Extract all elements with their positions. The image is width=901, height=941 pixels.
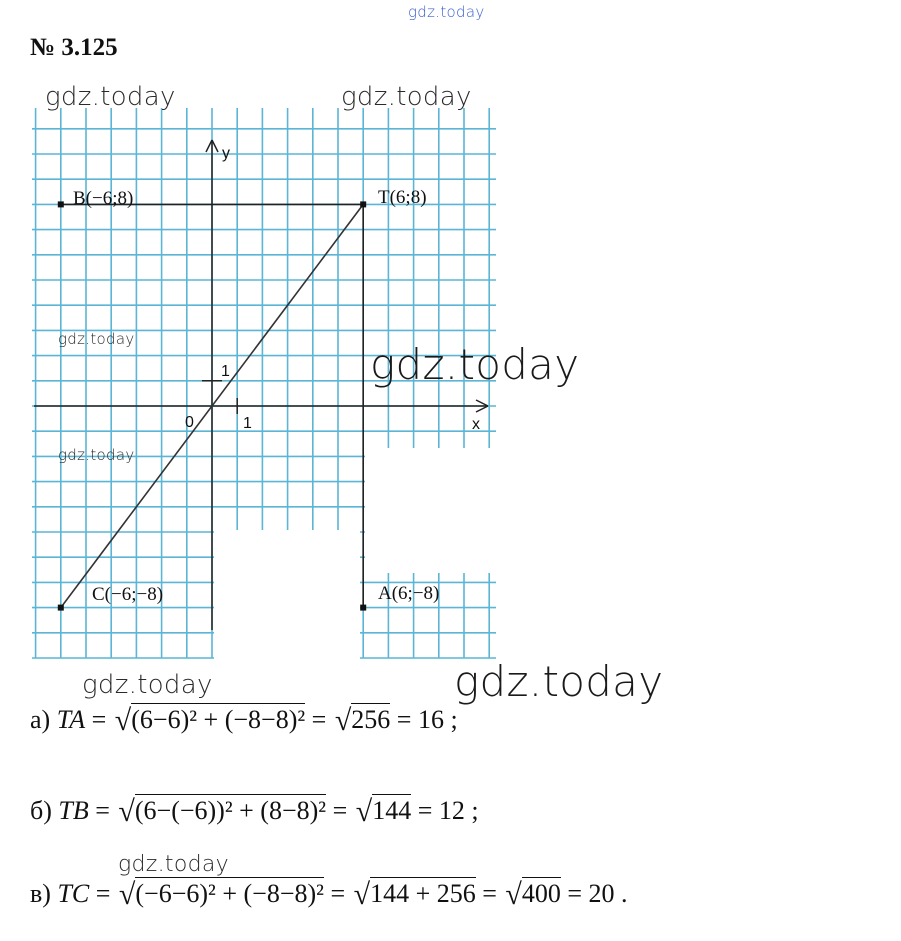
- watermark: gdz.today: [45, 82, 176, 112]
- y-unit-label: 1: [221, 363, 230, 380]
- equals-sign: =: [475, 879, 504, 908]
- equals-sign: =: [323, 879, 352, 908]
- radical: [503, 876, 560, 910]
- equals-sign: =: [89, 879, 117, 908]
- watermark: gdz.today: [370, 340, 580, 389]
- watermark: gdz.today: [118, 852, 229, 877]
- x-unit-label: 1: [243, 415, 252, 432]
- solution-prefix: в): [30, 879, 51, 908]
- solution-a: [30, 702, 458, 736]
- y-axis-label: y: [222, 145, 230, 162]
- point-b-label: B(−6;8): [73, 188, 134, 209]
- result: = 16 ;: [390, 705, 458, 734]
- radical: [333, 702, 390, 736]
- equals-sign: =: [326, 796, 354, 825]
- equals-sign: =: [88, 796, 117, 825]
- radicand: 400: [521, 879, 561, 908]
- result: = 20 .: [560, 879, 628, 908]
- point-a-label: A(6;−8): [378, 583, 440, 604]
- watermark: gdz.today: [58, 330, 135, 348]
- x-axis-arrow: [476, 400, 488, 406]
- equals-sign: =: [85, 705, 113, 734]
- radicand: 144: [372, 796, 412, 825]
- radicand: (−6−6)² + (−8−8)²: [135, 879, 324, 908]
- watermark: gdz.today: [82, 670, 213, 700]
- grid-cutout-right: [365, 448, 565, 573]
- solution-c: [30, 876, 628, 910]
- radicand: 256: [351, 705, 391, 734]
- point-a: [360, 605, 366, 611]
- solution-b: [30, 793, 479, 827]
- point-t-label: T(6;8): [378, 187, 427, 208]
- radical: [352, 876, 476, 910]
- radicand: 144 + 256: [370, 879, 476, 908]
- point-c: [58, 605, 64, 611]
- x-axis-arrow: [476, 406, 488, 412]
- radical: [113, 702, 305, 736]
- radical: [354, 793, 411, 827]
- result: = 12 ;: [411, 796, 479, 825]
- radicand: (6−(−6))² + (8−8)²: [134, 796, 327, 825]
- segment-name: TB: [58, 796, 89, 825]
- point-b: [58, 201, 64, 207]
- radicand: (6−6)² + (−8−8)²: [131, 705, 306, 734]
- watermark: gdz.today: [58, 446, 135, 464]
- grid-cutout-center: [214, 530, 360, 660]
- watermark: gdz.today: [454, 657, 664, 706]
- problem-number: № 3.125: [30, 34, 118, 61]
- y-axis-arrow: [212, 140, 218, 152]
- watermark-top: gdz.today: [408, 3, 485, 21]
- radical: [116, 793, 326, 827]
- point-t: [360, 201, 366, 207]
- watermark: gdz.today: [341, 82, 472, 112]
- point-c-label: C(−6;−8): [92, 584, 164, 605]
- y-axis-arrow: [206, 140, 212, 152]
- segment-name: TC: [57, 879, 90, 908]
- equals-sign: =: [305, 705, 333, 734]
- segment-name: TA: [56, 705, 86, 734]
- x-axis-label: x: [472, 416, 480, 433]
- radical: [117, 876, 324, 910]
- origin-label: 0: [185, 414, 194, 431]
- solution-prefix: б): [30, 796, 52, 825]
- solution-prefix: а): [30, 705, 51, 734]
